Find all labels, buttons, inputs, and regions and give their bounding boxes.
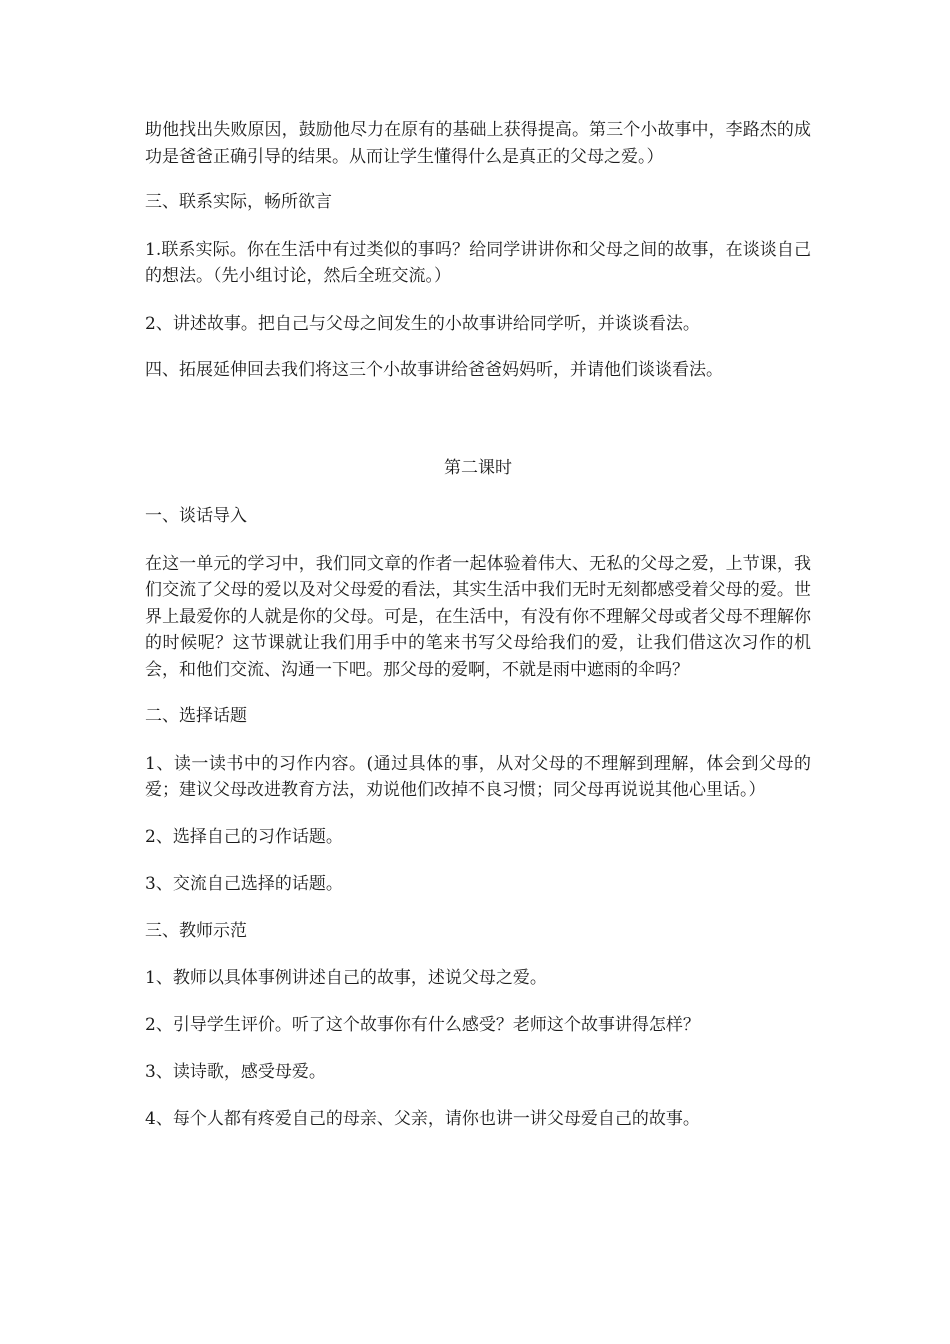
l2-section3-item2: 2、引导学生评价。听了这个故事你有什么感受？老师这个故事讲得怎样？	[145, 1014, 700, 1035]
l2-section2-item2: 2、选择自己的习作话题。	[145, 826, 343, 847]
section3-item1: 1.联系实际。你在生活中有过类似的事吗？给同学讲讲你和父母之间的故事，在谈谈自己的想法。（先小组讨论，然后全班交流。）	[145, 239, 811, 286]
l2-section2-title: 二、选择话题	[145, 706, 247, 726]
l2-section3-item1: 1、教师以具体事例讲述自己的故事，述说父母之爱。	[145, 968, 547, 988]
section4-text: 四、拓展延伸回去我们将这三个小故事讲给爸爸妈妈听，并请他们谈谈看法。	[145, 360, 723, 380]
lesson2-title: 第二课时	[444, 457, 512, 478]
l2-section1-title: 一、谈话导入	[145, 506, 247, 526]
l2-section3-title: 三、教师示范	[145, 920, 247, 941]
l2-section2-item1: 1、读一读书中的习作内容。(通过具体的事，从对父母的不理解到理解，体会到父母的爱；建议父母改进教育方法，劝说他们改掉不良习惯；同父母再说说其他心里话。）	[145, 753, 811, 800]
section3-item2: 2、讲述故事。把自己与父母之间发生的小故事讲给同学听，并谈谈看法。	[145, 313, 700, 334]
l2-section2-item3: 3、交流自己选择的话题。	[145, 874, 343, 894]
document-page	[145, 117, 811, 1132]
l2-section1-text: 在这一单元的学习中，我们同文章的作者一起体验着伟大、无私的父母之爱，上节课，我们交流了父母的爱以及对父母爱的看法，其实生活中我们无时无刻都感受着父母的爱。世界上最爱你的人就是你的父母。可是，在生活中，有没有你不理解父母或者父母不理解你的时候呢？这节课就让我们用手中的笔来书写父母给我们的爱，让我们借这次习作的机会，和他们交流、沟通一下吧。那父母的爱啊，不就是雨中遮雨的伞吗？	[145, 553, 811, 680]
intro-paragraph: 助他找出失败原因，鼓励他尽力在原有的基础上获得提高。第三个小故事中，李路杰的成功是爸爸正确引导的结果。从而让学生懂得什么是真正的父母之爱。）	[145, 120, 811, 167]
l2-section3-item3: 3、读诗歌，感受母爱。	[145, 1062, 326, 1082]
section3-title: 三、联系实际，畅所欲言	[145, 192, 332, 212]
l2-section3-item4: 4、每个人都有疼爱自己的母亲、父亲，请你也讲一讲父母爱自己的故事。	[145, 1108, 700, 1129]
